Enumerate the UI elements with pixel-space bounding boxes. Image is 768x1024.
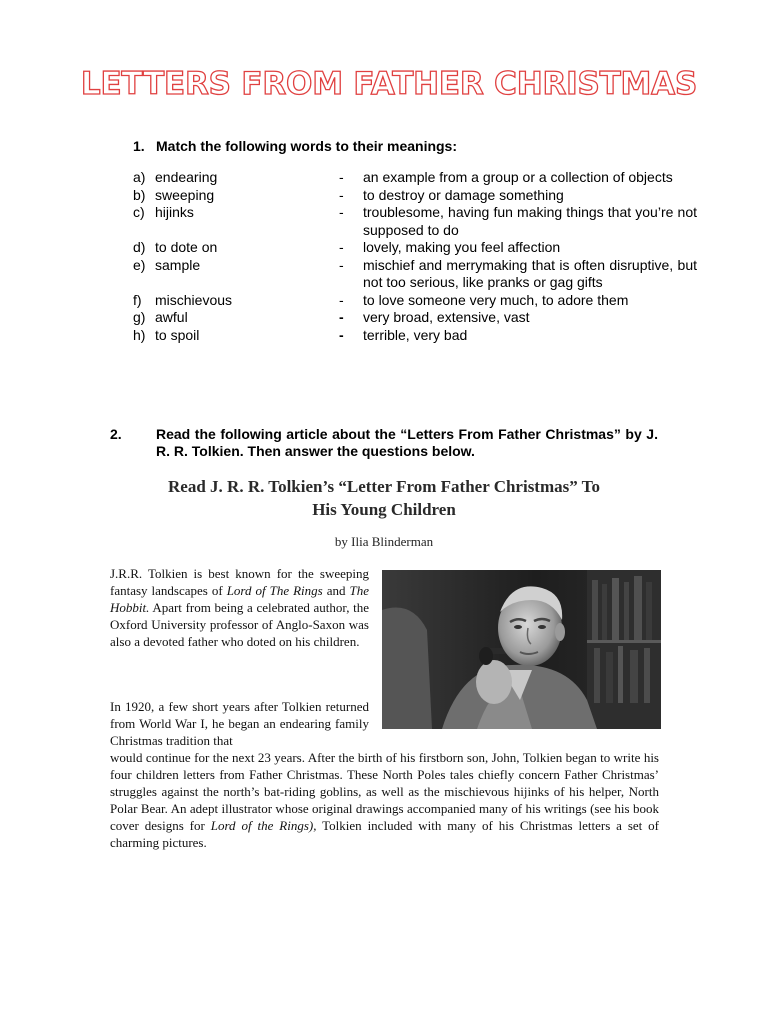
vocab-row-h [133, 327, 697, 345]
vocab-word: sweeping [155, 186, 215, 203]
question-1-heading [133, 138, 457, 154]
vocab-letter: c) [133, 204, 145, 220]
vocab-word: endearing [155, 169, 218, 185]
vocab-definition: terrible, very bad [363, 326, 468, 343]
vocab-word: to dote on [155, 239, 218, 255]
vocab-definition: very broad, extensive, vast [363, 309, 530, 325]
article-p1-text-b: and [322, 583, 350, 598]
vocab-dash: - [339, 169, 344, 185]
vocab-word: mischievous [155, 291, 233, 308]
vocab-row-f [133, 292, 697, 310]
vocab-dash: - [339, 186, 344, 203]
vocab-word: awful [155, 309, 188, 325]
question-2-text: Read the following article about the “Letters From Father Christmas” by J. R. R. Tolkien. Then answer the questions below. [156, 426, 658, 459]
vocab-word: sample [155, 256, 201, 273]
article-title-line-1: Read J. R. R. Tolkien’s “Letter From Father Christmas” To [168, 477, 600, 496]
vocab-letter: h) [133, 326, 146, 343]
document-title: LETTERS FROM FATHER CHRISTMAS [80, 66, 698, 102]
tolkien-portrait-photo [382, 570, 661, 729]
vocab-dash: - [339, 326, 344, 343]
article-paragraph-2-continued [110, 749, 659, 851]
article-p2-book-title-lotr: Lord of the Rings), [210, 818, 317, 833]
tolkien-portrait-image [382, 570, 661, 729]
question-2-heading [110, 426, 658, 460]
vocab-definition: lovely, making you feel affection [363, 239, 561, 255]
article-paragraph-2-start: In 1920, a few short years after Tolkien returned from World War I, he began an endearing family Christmas tradition that [110, 699, 369, 748]
article-p2-text-b: Tolkien included with many of his Christmas letters a set of charming pictures. [110, 818, 660, 850]
article-byline: by Ilia Blinderman [334, 534, 434, 549]
article-p1-text-a: J.R.R. Tolkien is best known for the sweeping fantasy landscapes of [110, 566, 369, 598]
vocab-letter: e) [133, 256, 146, 273]
article-p1-text-c: Apart from being a celebrated author, the Oxford University professor of Anglo-Saxon was also a devoted father who doted on his children. [110, 600, 369, 649]
vocab-letter: d) [133, 239, 146, 255]
vocab-word: hijinks [155, 204, 194, 220]
article-paragraph-1 [110, 565, 369, 650]
vocab-dash: - [339, 309, 344, 325]
vocab-definition: mischief and merrymaking that is often disruptive, but not too serious, like pranks or gag gifts [363, 256, 697, 290]
article-title-line-2: His Young Children [312, 500, 456, 519]
vocab-definition: to destroy or damage something [363, 186, 564, 203]
article-p1-book-title-hobbit: The Hobbit. [110, 583, 369, 615]
question-1-text: Match the following words to their meanings: [156, 138, 458, 154]
vocab-row-a [133, 169, 697, 187]
vocabulary-matching-list [133, 169, 697, 344]
vocab-dash: - [339, 291, 344, 308]
vocab-definition: to love someone very much, to adore them [363, 291, 629, 308]
vocab-dash: - [339, 256, 344, 273]
vocab-row-d [133, 239, 697, 257]
vocab-letter: b) [133, 186, 146, 203]
vocab-word: to spoil [155, 326, 200, 343]
article-p1-book-title-lotr: Lord of The Rings [226, 583, 323, 598]
vocab-dash: - [339, 204, 344, 220]
question-1-number: 1. [133, 138, 145, 154]
article-title [100, 475, 668, 521]
vocab-dash: - [339, 239, 344, 255]
vocab-letter: f) [133, 291, 142, 308]
article-p2-text-a: would continue for the next 23 years. After the birth of his firstborn son, John, Tolkien began to write his four children letters from Father Christmas. These North Poles tales chiefly concern Father Christmas’ struggles against the north’s bat-riding goblins, as well as the mischievous hijinks of his helper, North Polar Bear. An adept illustrator whose original drawings accompanied many of his writings (see his book cover designs for [110, 750, 659, 833]
vocab-row-b [133, 187, 697, 205]
vocab-row-e [133, 257, 697, 292]
vocab-row-g [133, 309, 697, 327]
vocab-row-c [133, 204, 697, 239]
vocab-definition: troublesome, having fun making things that you’re not supposed to do [363, 204, 697, 238]
vocab-letter: g) [133, 309, 146, 325]
question-2-number: 2. [110, 426, 122, 442]
vocab-definition: an example from a group or a collection of objects [363, 169, 673, 185]
vocab-letter: a) [133, 169, 146, 185]
